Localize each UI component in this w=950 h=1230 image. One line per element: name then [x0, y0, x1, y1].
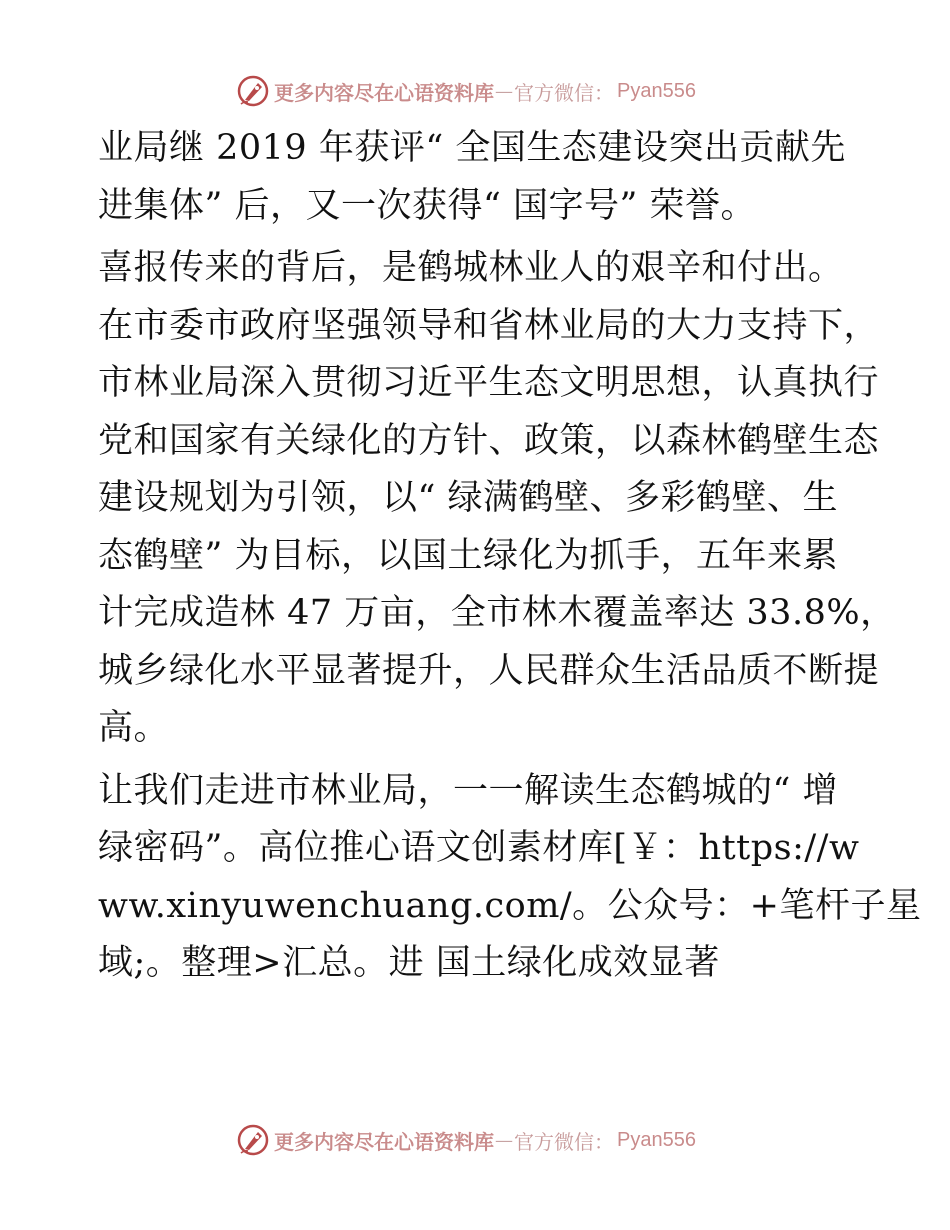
pen-nib-logo-icon: [236, 74, 270, 108]
paragraph: [98, 240, 896, 758]
header-watermark: [236, 73, 696, 109]
text-line: ww.xinyuwenchuang.com/。公众号：+笔杆子星: [98, 885, 922, 926]
text-line: 市林业局深入贯彻习近平生态文明思想，认真执行: [98, 363, 880, 403]
text-line: 让我们走进市林业局，一一解读生态鹤城的“ 增: [98, 770, 839, 811]
text-line: 高。: [98, 708, 170, 748]
pen-nib-logo-icon: [236, 1123, 270, 1157]
watermark-label: 官方微信：: [514, 1129, 614, 1154]
watermark-text: 更多内容尽在心语资料库: [274, 80, 494, 105]
text-line: 喜报传来的背后，是鹤城林业人的艰辛和付出。: [98, 248, 844, 288]
paragraph: [98, 763, 922, 993]
watermark-separator: —: [495, 80, 513, 102]
text-line: 计完成造林 47 万亩，全市林木覆盖率达 33.8%，: [98, 593, 896, 633]
watermark-separator: —: [495, 1129, 513, 1151]
text-line: 业局继 2019 年获评“ 全国生态建设突出贡献先: [98, 128, 846, 168]
text-line: 域;。整理>汇总。进 国土绿化成效显著: [98, 943, 720, 983]
watermark-label: 官方微信：: [514, 80, 614, 105]
watermark-text: 更多内容尽在心语资料库: [274, 1129, 494, 1154]
paragraph: [98, 120, 858, 235]
text-line: 在市委市政府坚强领导和省林业局的大力支持下，: [98, 305, 880, 346]
text-line: 态鹤壁” 为目标，以国土绿化为抓手，五年来累: [98, 535, 839, 576]
watermark-id: Pyan556: [617, 79, 696, 102]
watermark-id: Pyan556: [617, 1128, 696, 1151]
text-line: 进集体” 后，又一次获得“ 国字号” 荣誉。: [98, 185, 757, 226]
text-line: 城乡绿化水平显著提升，人民群众生活品质不断提: [98, 650, 880, 691]
document-body: [98, 120, 922, 993]
footer-watermark: [236, 1122, 696, 1158]
text-line: 党和国家有关绿化的方针、政策，以森林鹤壁生态: [98, 420, 880, 461]
text-line: 建设规划为引领，以“ 绿满鹤壁、多彩鹤壁、生: [98, 478, 839, 518]
text-line: 绿密码”。高位推心语文创素材库[￥：https://w: [98, 828, 860, 868]
